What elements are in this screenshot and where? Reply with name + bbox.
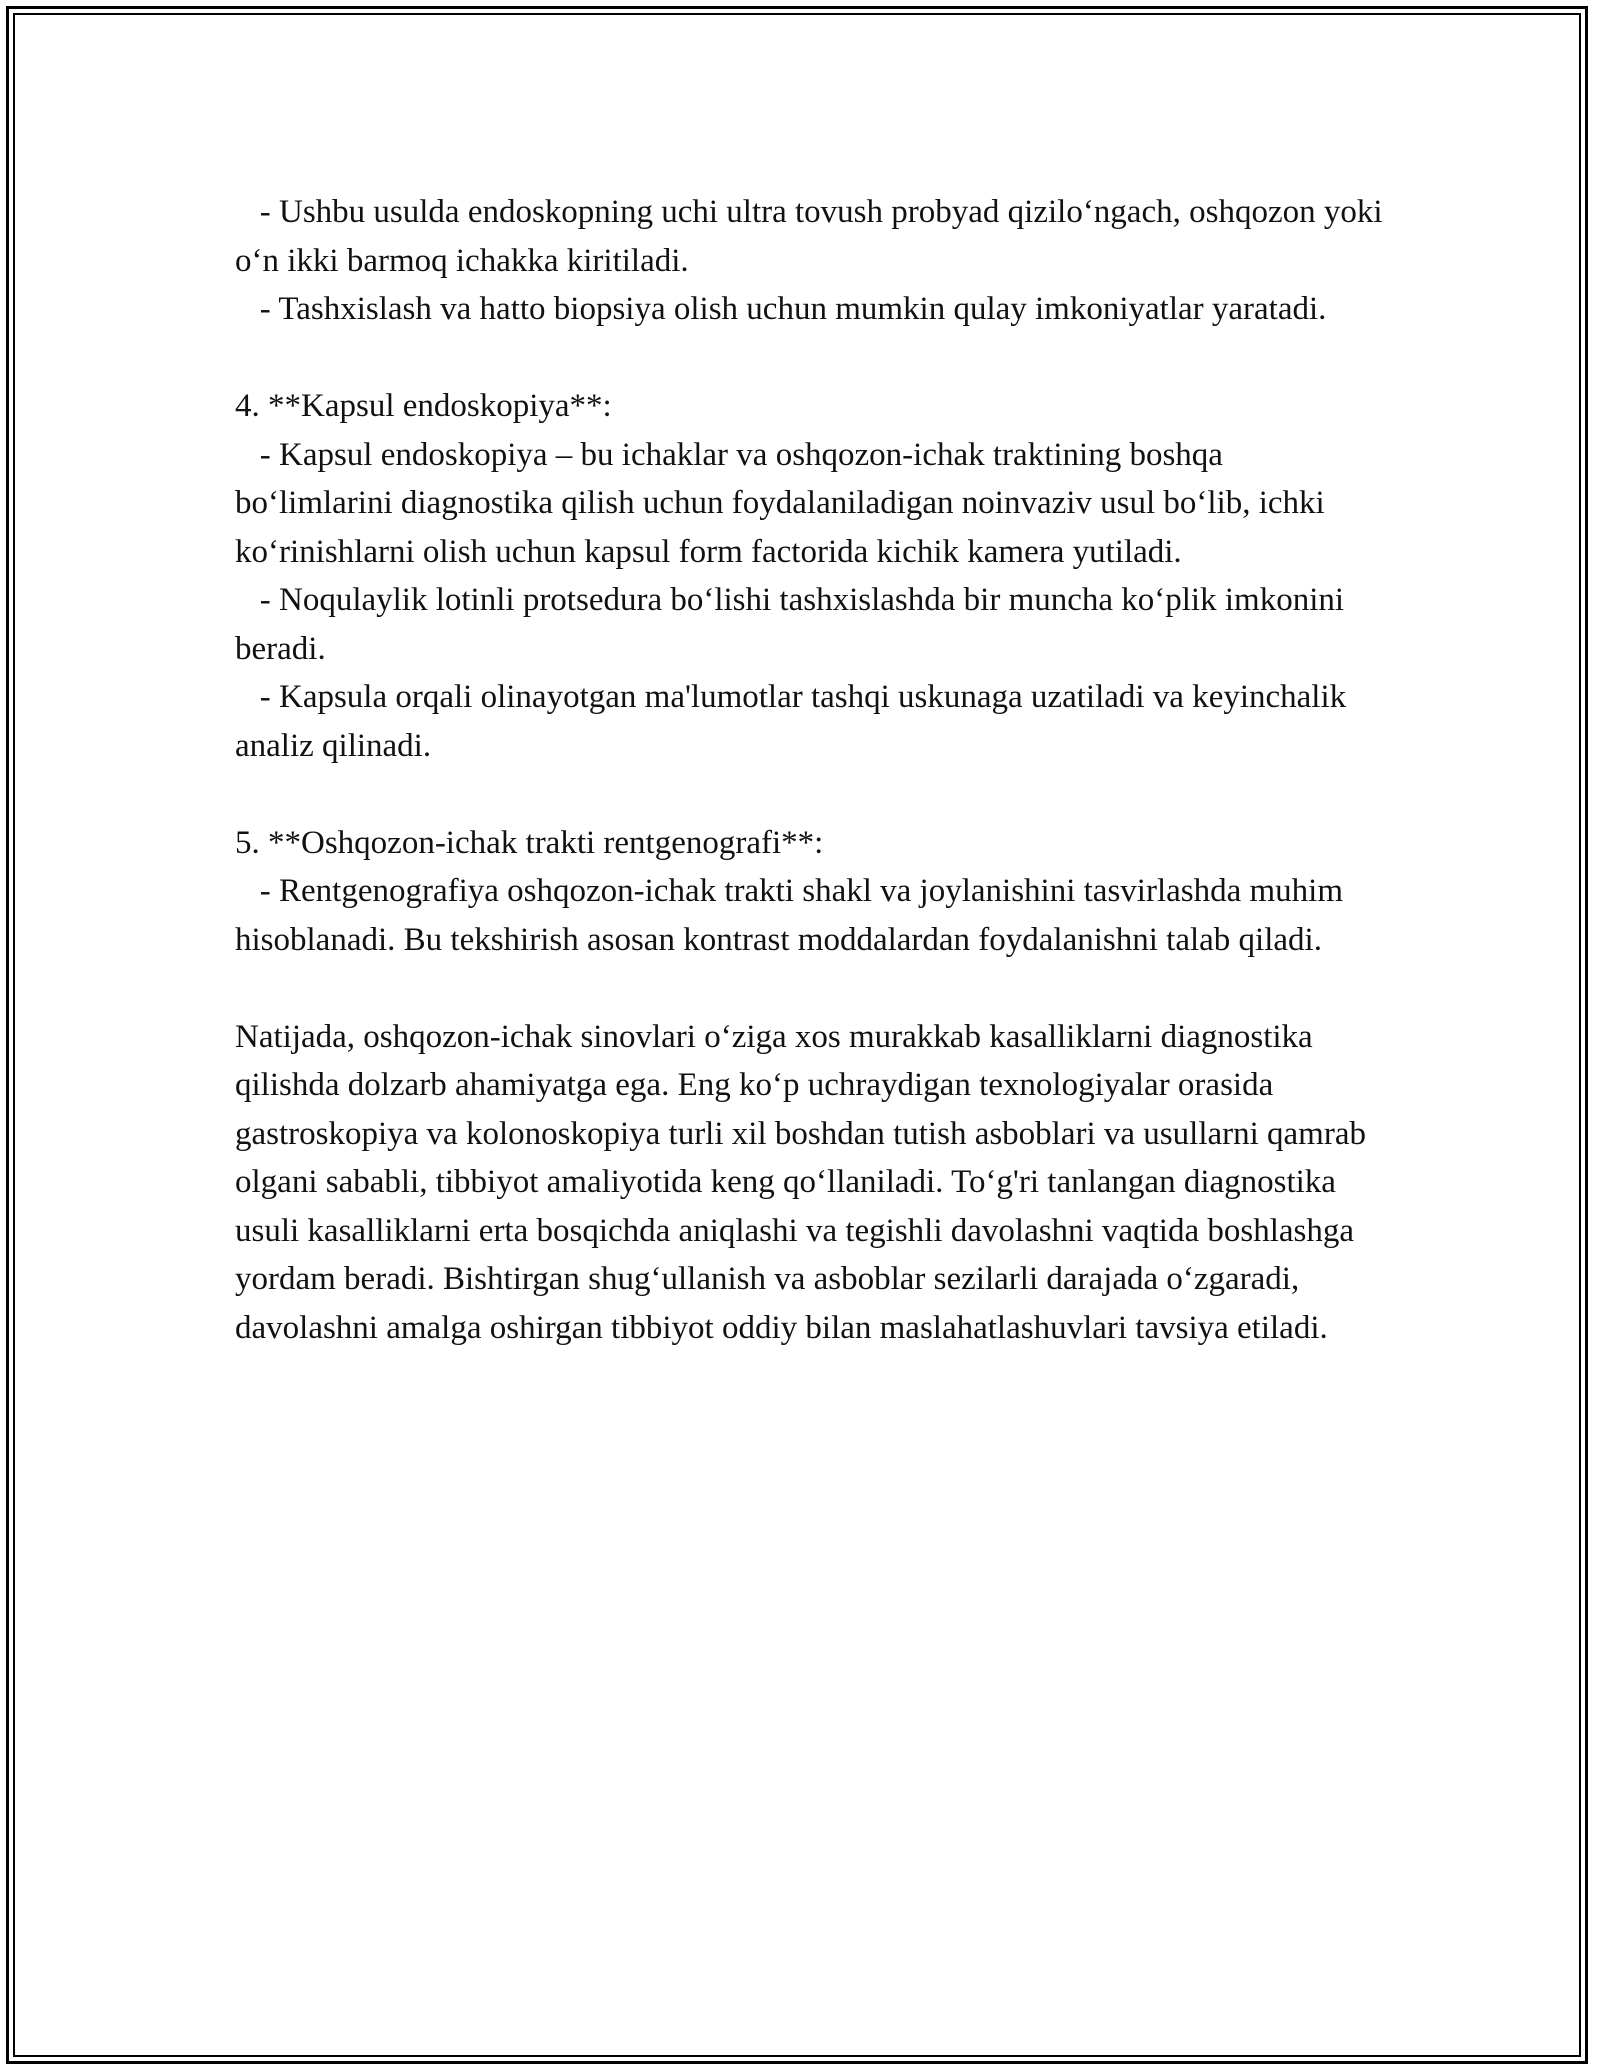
bullet-endoskop-uchi: - Ushbu usulda endoskopning uchi ultra tovush probyad qizilo‘ngach, oshqozon yoki o‘n ikki barmoq ichakka kiritiladi. [235, 194, 1391, 279]
paragraph-gap [235, 334, 1385, 383]
document-body [235, 188, 1391, 1352]
bullet-kapsula-malumotlar: - Kapsula orqali olinayotgan ma'lumotlar tashqi uskunaga uzatiladi va keyinchalik analiz qilinadi. [235, 679, 1355, 764]
conclusion-paragraph: Natijada, oshqozon-ichak sinovlari o‘ziga xos murakkab kasalliklarni diagnostika qilishda dolzarb ahamiyatga ega. Eng ko‘p uchraydigan texnologiyalar orasida gastroskopiya va kolonoskopiya turli xil boshdan tutish asboblari va usullarni qamrab olgani sababli, tibbiyot amaliyotida keng qo‘llaniladi. To‘g'ri tanlangan diagnostika usuli kasalliklarni erta bosqichda aniqlashi va tegishli davolashni vaqtida boshlashga yordam beradi. Bishtirgan shug‘ullanish va asboblar sezilarli darajada o‘zgaradi, davolashni amalga oshirgan tibbiyot oddiy bilan maslahatlashuvlari tavsiya etiladi. [235, 1018, 1375, 1346]
bullet-noqulaylik: - Noqulaylik lotinli protsedura bo‘lishi tashxislashda bir muncha ko‘plik imkonini beradi. [235, 582, 1353, 667]
heading-kapsul-endoskopiya: 4. **Kapsul endoskopiya**: [235, 388, 612, 424]
paragraph-gap [235, 964, 1385, 1013]
bullet-rentgenografiya: - Rentgenografiya oshqozon-ichak trakti shakl va joylanishini tasvirlashda muhim hisoblanadi. Bu tekshirish asosan kontrast moddalardan foydalanishni talab qiladi. [235, 873, 1352, 958]
bullet-tashxislash-biopsiya: - Tashxislash va hatto biopsiya olish uchun mumkin qulay imkoniyatlar yaratadi. [235, 291, 1327, 327]
paragraph-gap [235, 770, 1385, 819]
bullet-kapsul-tavsif: - Kapsul endoskopiya – bu ichaklar va oshqozon-ichak traktining boshqa bo‘limlarini diagnostika qilish uchun foydalaniladigan noinvaziv usul bo‘lib, ichki ko‘rinishlarni olish uchun kapsul form factorida kichik kamera yutiladi. [235, 436, 1333, 570]
heading-rentgenografi: 5. **Oshqozon-ichak trakti rentgenografi**: [235, 824, 824, 861]
